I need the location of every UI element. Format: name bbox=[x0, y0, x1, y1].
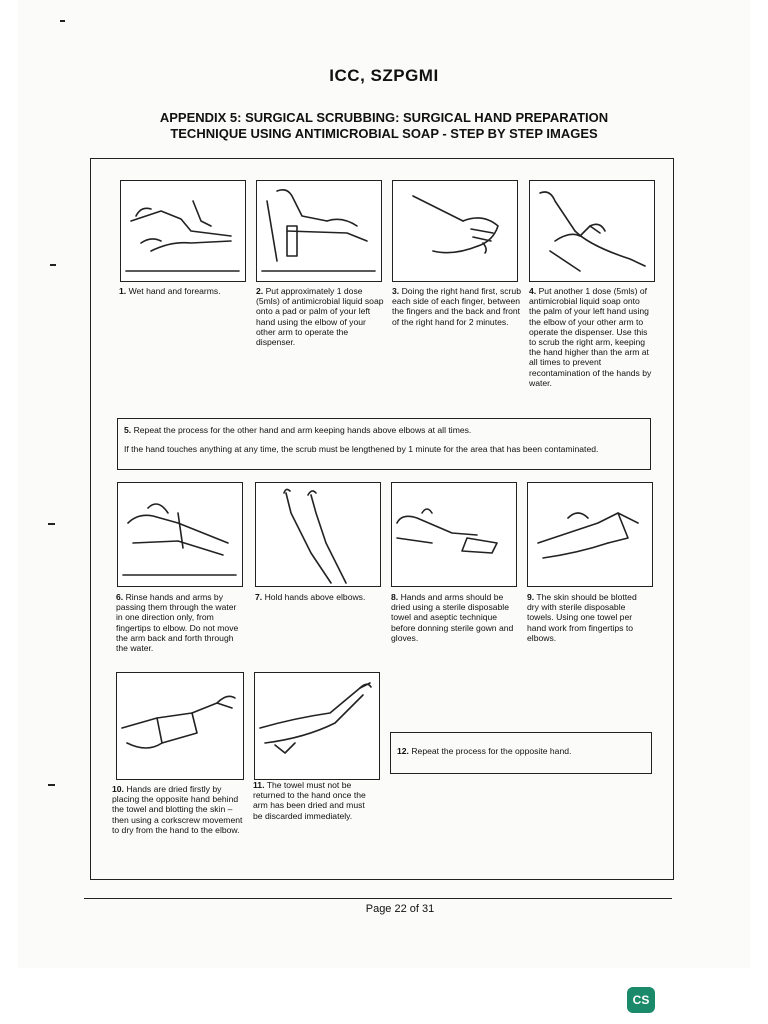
title-line-1: APPENDIX 5: SURGICAL SCRUBBING: SURGICAL HAND PREPARATION bbox=[159, 110, 609, 125]
step-1-caption: 1. Wet hand and forearms. bbox=[119, 286, 221, 296]
step-12-box: 12. Repeat the process for the opposite hand. bbox=[390, 732, 652, 774]
step-6-caption: 6. Rinse hands and arms by passing them through the water in one direction only, from fingertips to elbow. Do not move the arm back and forth through the water. bbox=[116, 592, 239, 654]
camscanner-badge: CS bbox=[627, 987, 655, 1013]
document-header: ICC, SZPGMI bbox=[329, 66, 439, 85]
title-line-2: TECHNIQUE USING ANTIMICROBIAL SOAP - STEP BY STEP IMAGES bbox=[170, 126, 598, 141]
step-3-illustration bbox=[392, 180, 518, 282]
step-4-caption: 4. Put another 1 dose (5mls) of antimicrobial liquid soap onto the palm of your left hand using the elbow of your other arm to operate the dispenser. Use this to scrub the right arm, keeping the hand higher than the arm at all times to prevent recontamination of the hands by water. bbox=[529, 286, 652, 388]
step-2-illustration bbox=[256, 180, 382, 282]
step-4-illustration bbox=[529, 180, 655, 282]
step-1-illustration bbox=[120, 180, 246, 282]
step-8-caption: 8. Hands and arms should be dried using a sterile disposable towel and aseptic technique before donning sterile gown and gloves. bbox=[391, 592, 514, 643]
step-9-caption: 9. The skin should be blotted dry with sterile disposable towels. Using one towel per hand work from fingertips to elbows. bbox=[527, 592, 637, 643]
step-11-caption: 11. The towel must not be returned to the hand once the arm has been dried and must be discarded immediately. bbox=[253, 780, 366, 821]
step-9-illustration bbox=[527, 482, 653, 587]
step-5-note: If the hand touches anything at any time, the scrub must be lengthened by 1 minute for the area that has been contaminated. bbox=[124, 443, 599, 454]
footer-rule bbox=[84, 898, 672, 899]
step-2-caption: 2. Put approximately 1 dose (5mls) of antimicrobial liquid soap onto a pad or palm of your left hand using the elbow of your other arm to operate the dispenser. bbox=[256, 286, 384, 348]
step-8-illustration bbox=[391, 482, 517, 587]
step-10-illustration bbox=[116, 672, 244, 780]
step-7-caption: 7. Hold hands above elbows. bbox=[255, 592, 366, 602]
step-3-caption: 3. Doing the right hand first, scrub each side of each finger, between the fingers and the back and front of the right hand for 2 minutes. bbox=[392, 286, 521, 327]
step-11-illustration bbox=[254, 672, 380, 780]
step-10-caption: 10. Hands are dried firstly by placing the opposite hand behind the towel and blotting the skin – then using a corkscrew movement to dry from the hand to the elbow. bbox=[112, 784, 243, 835]
step-5-text: 5. Repeat the process for the other hand and arm keeping hands above elbows at all times. bbox=[124, 425, 472, 435]
step-6-illustration bbox=[117, 482, 243, 587]
page-number: Page 22 of 31 bbox=[365, 903, 435, 915]
step-5-box bbox=[117, 418, 651, 470]
step-7-illustration bbox=[255, 482, 381, 587]
